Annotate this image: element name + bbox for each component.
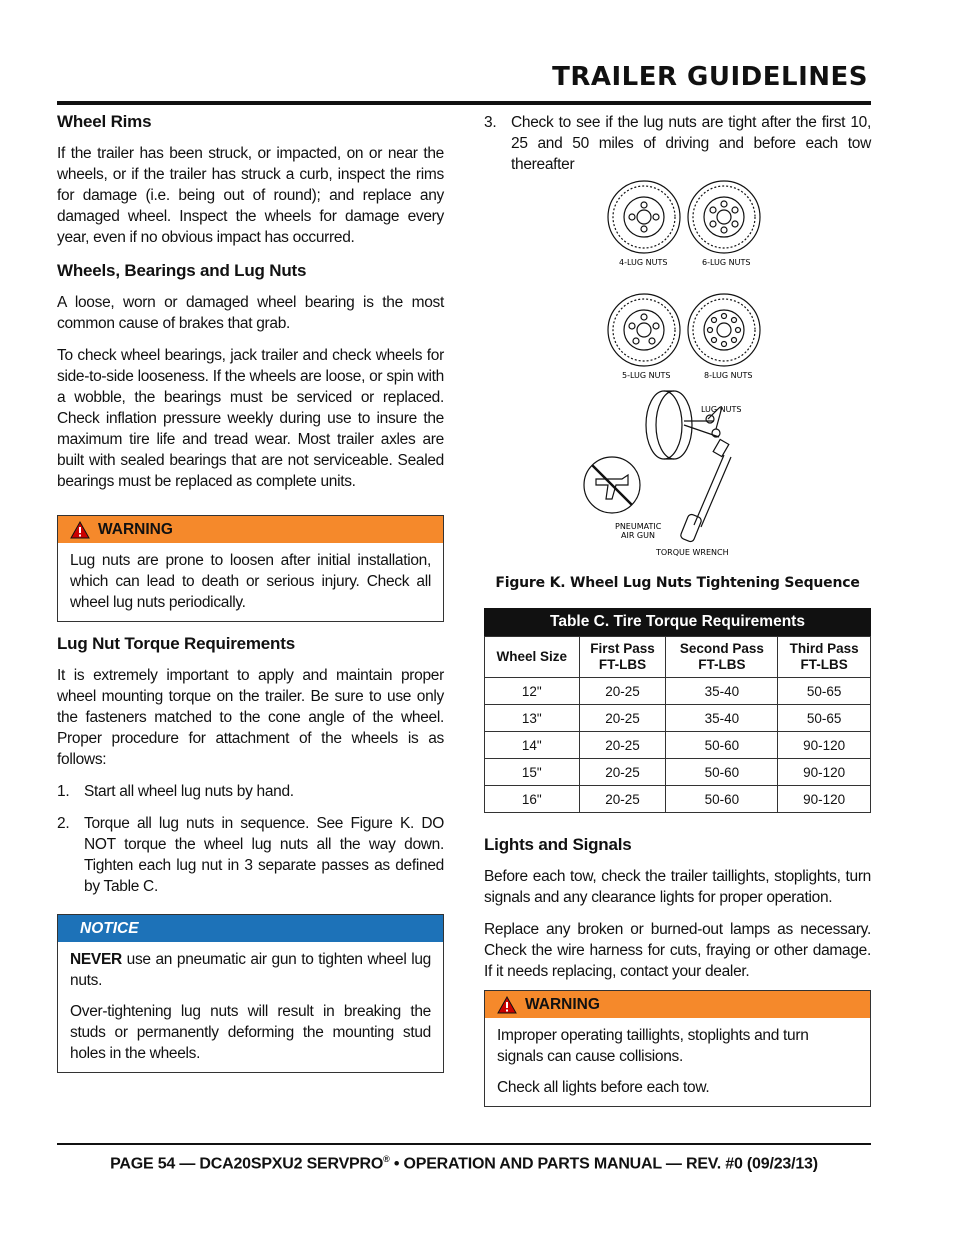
table-cell: 50-60 xyxy=(666,759,778,786)
wheel-4-lug-icon xyxy=(608,181,680,253)
table-cell: 20-25 xyxy=(579,705,666,732)
table-cell: 20-25 xyxy=(579,732,666,759)
table-cell: 50-65 xyxy=(778,705,871,732)
svg-text:LUG NUTS: LUG NUTS xyxy=(701,405,742,414)
table-header-cell: Second Pass FT-LBS xyxy=(666,637,778,678)
table-cell: 50-65 xyxy=(778,678,871,705)
notice-header: NOTICE xyxy=(58,915,443,942)
warning-text-1: Improper operating taillights, stoplights and turn signals can cause collisions. xyxy=(497,1027,809,1065)
table-cell: 50-60 xyxy=(666,732,778,759)
tire-side-icon xyxy=(646,391,722,459)
table-title: Table C. Tire Torque Requirements xyxy=(484,608,871,636)
list-item: 1. Start all wheel lug nuts by hand. xyxy=(57,783,294,800)
table-cell: 14" xyxy=(485,732,580,759)
torque-table xyxy=(484,608,871,813)
title-rule xyxy=(57,101,871,105)
svg-text:PNEUMATIC: PNEUMATIC xyxy=(615,522,662,531)
page-footer: PAGE 54 — DCA20SPXU2 SERVPRO® • OPERATION AND PARTS MANUAL — REV. #0 (09/23/13) xyxy=(110,1154,818,1173)
bearings-text-2: To check wheel bearings, jack trailer and check wheels for side-to-side looseness. If the wheels are loose, or spin with a wobble, the bearings must be serviced or replaced. Check inflation pressure weekly during use to insure the maximum tire life and tread wear. Most trailer axles are built with sealed bearings that are not serviceable. Sealed bearings must be replaced as complete units. xyxy=(57,347,444,490)
table-cell: 15" xyxy=(485,759,580,786)
wheel-8-lug-icon xyxy=(688,294,760,366)
warning-box-lights xyxy=(484,990,871,1107)
warning-label: WARNING xyxy=(525,995,600,1013)
page-title: TRAILER GUIDELINES xyxy=(552,62,868,92)
table-cell: 35-40 xyxy=(666,678,778,705)
table-row xyxy=(485,732,871,759)
notice-text-1: NEVER use an pneumatic air gun to tighten wheel lug nuts. xyxy=(70,951,431,989)
heading-torque: Lug Nut Torque Requirements xyxy=(57,634,295,653)
figure-lug-nut-sequence xyxy=(484,175,871,567)
heading-bearings: Wheels, Bearings and Lug Nuts xyxy=(57,261,307,280)
warning-header xyxy=(58,516,443,543)
table-cell: 90-120 xyxy=(778,732,871,759)
table-cell: 35-40 xyxy=(666,705,778,732)
torque-wrench-icon xyxy=(680,439,731,542)
lights-text-1: Before each tow, check the trailer taillights, stoplights, turn signals and any clearance lights for proper operation. xyxy=(484,868,871,906)
table-cell: 12" xyxy=(485,678,580,705)
right-column xyxy=(484,112,871,1119)
wheel-5-lug-icon xyxy=(608,294,680,366)
torque-steps-cont xyxy=(484,112,871,175)
table-cell: 20-25 xyxy=(579,786,666,813)
notice-box xyxy=(57,914,444,1073)
table-header-cell: First Pass FT-LBS xyxy=(579,637,666,678)
table-cell: 90-120 xyxy=(778,786,871,813)
torque-steps xyxy=(57,781,444,897)
table-cell: 90-120 xyxy=(778,759,871,786)
bearings-text-1: A loose, worn or damaged wheel bearing is the most common cause of brakes that grab. xyxy=(57,294,444,332)
table-row xyxy=(485,705,871,732)
heading-lights: Lights and Signals xyxy=(484,835,632,854)
list-item: 2. Torque all lug nuts in sequence. See Figure K. DO NOT torque the wheel lug nuts all the way down. Tighten each lug nut in 3 separate passes as defined by Table C. xyxy=(57,815,444,895)
torque-text: It is extremely important to apply and maintain proper wheel mounting torque on the trailer. Be sure to use only the fasteners matched to the cone angle of the wheel. Proper procedure for attachment of the wheels is as follows: xyxy=(57,667,444,768)
left-column xyxy=(57,112,444,1085)
table-header-cell: Wheel Size xyxy=(485,637,580,678)
warning-box-lug-nuts xyxy=(57,515,444,622)
warning-text-2: Check all lights before each tow. xyxy=(497,1079,710,1096)
heading-wheel-rims: Wheel Rims xyxy=(57,112,152,131)
lug-nut-illustration xyxy=(484,175,871,567)
list-item: 3. Check to see if the lug nuts are tight after the first 10, 25 and 50 miles of driving and before each tow thereafter xyxy=(484,114,871,173)
warning-triangle-icon xyxy=(70,521,90,539)
figure-caption: Figure K. Wheel Lug Nuts Tightening Sequence xyxy=(495,575,860,591)
table-cell: 16" xyxy=(485,786,580,813)
notice-text-2: Over-tightening lug nuts will result in breaking the studs or permanently deforming the mounting stud holes in the wheels. xyxy=(70,1003,431,1062)
table-cell: 20-25 xyxy=(579,759,666,786)
table-header-cell: Third Pass FT-LBS xyxy=(778,637,871,678)
table-cell: 13" xyxy=(485,705,580,732)
prohibited-air-gun-icon xyxy=(584,457,640,513)
warning-header xyxy=(485,991,870,1018)
table-header-row xyxy=(485,637,871,678)
svg-text:AIR GUN: AIR GUN xyxy=(621,531,655,540)
table-cell: 50-60 xyxy=(666,786,778,813)
wheel-rims-text: If the trailer has been struck, or impacted, on or near the wheels, or if the trailer has struck a curb, inspect the rims for damage (i.e. being out of round); and replace any damaged wheel. Inspect the wheels for damage every year, even if no obvious impact has occurred. xyxy=(57,145,444,246)
warning-text: Lug nuts are prone to loosen after initial installation, which can lead to death or serious injury. Check all wheel lug nuts periodically. xyxy=(70,552,431,611)
svg-text:TORQUE WRENCH: TORQUE WRENCH xyxy=(656,548,729,557)
warning-triangle-icon xyxy=(497,996,517,1014)
svg-text:4-LUG NUTS: 4-LUG NUTS xyxy=(619,258,668,267)
table-row xyxy=(485,678,871,705)
table-row xyxy=(485,759,871,786)
lights-text-2: Replace any broken or burned-out lamps as necessary. Check the wire harness for cuts, fraying or other damage. If it needs replacing, contact your dealer. xyxy=(484,921,871,980)
svg-text:6-LUG NUTS: 6-LUG NUTS xyxy=(702,258,751,267)
warning-label: WARNING xyxy=(98,520,173,538)
footer-rule xyxy=(57,1143,871,1145)
wheel-6-lug-icon xyxy=(688,181,760,253)
table-row xyxy=(485,786,871,813)
table-cell: 20-25 xyxy=(579,678,666,705)
svg-text:8-LUG NUTS: 8-LUG NUTS xyxy=(704,371,753,380)
svg-text:5-LUG NUTS: 5-LUG NUTS xyxy=(622,371,671,380)
